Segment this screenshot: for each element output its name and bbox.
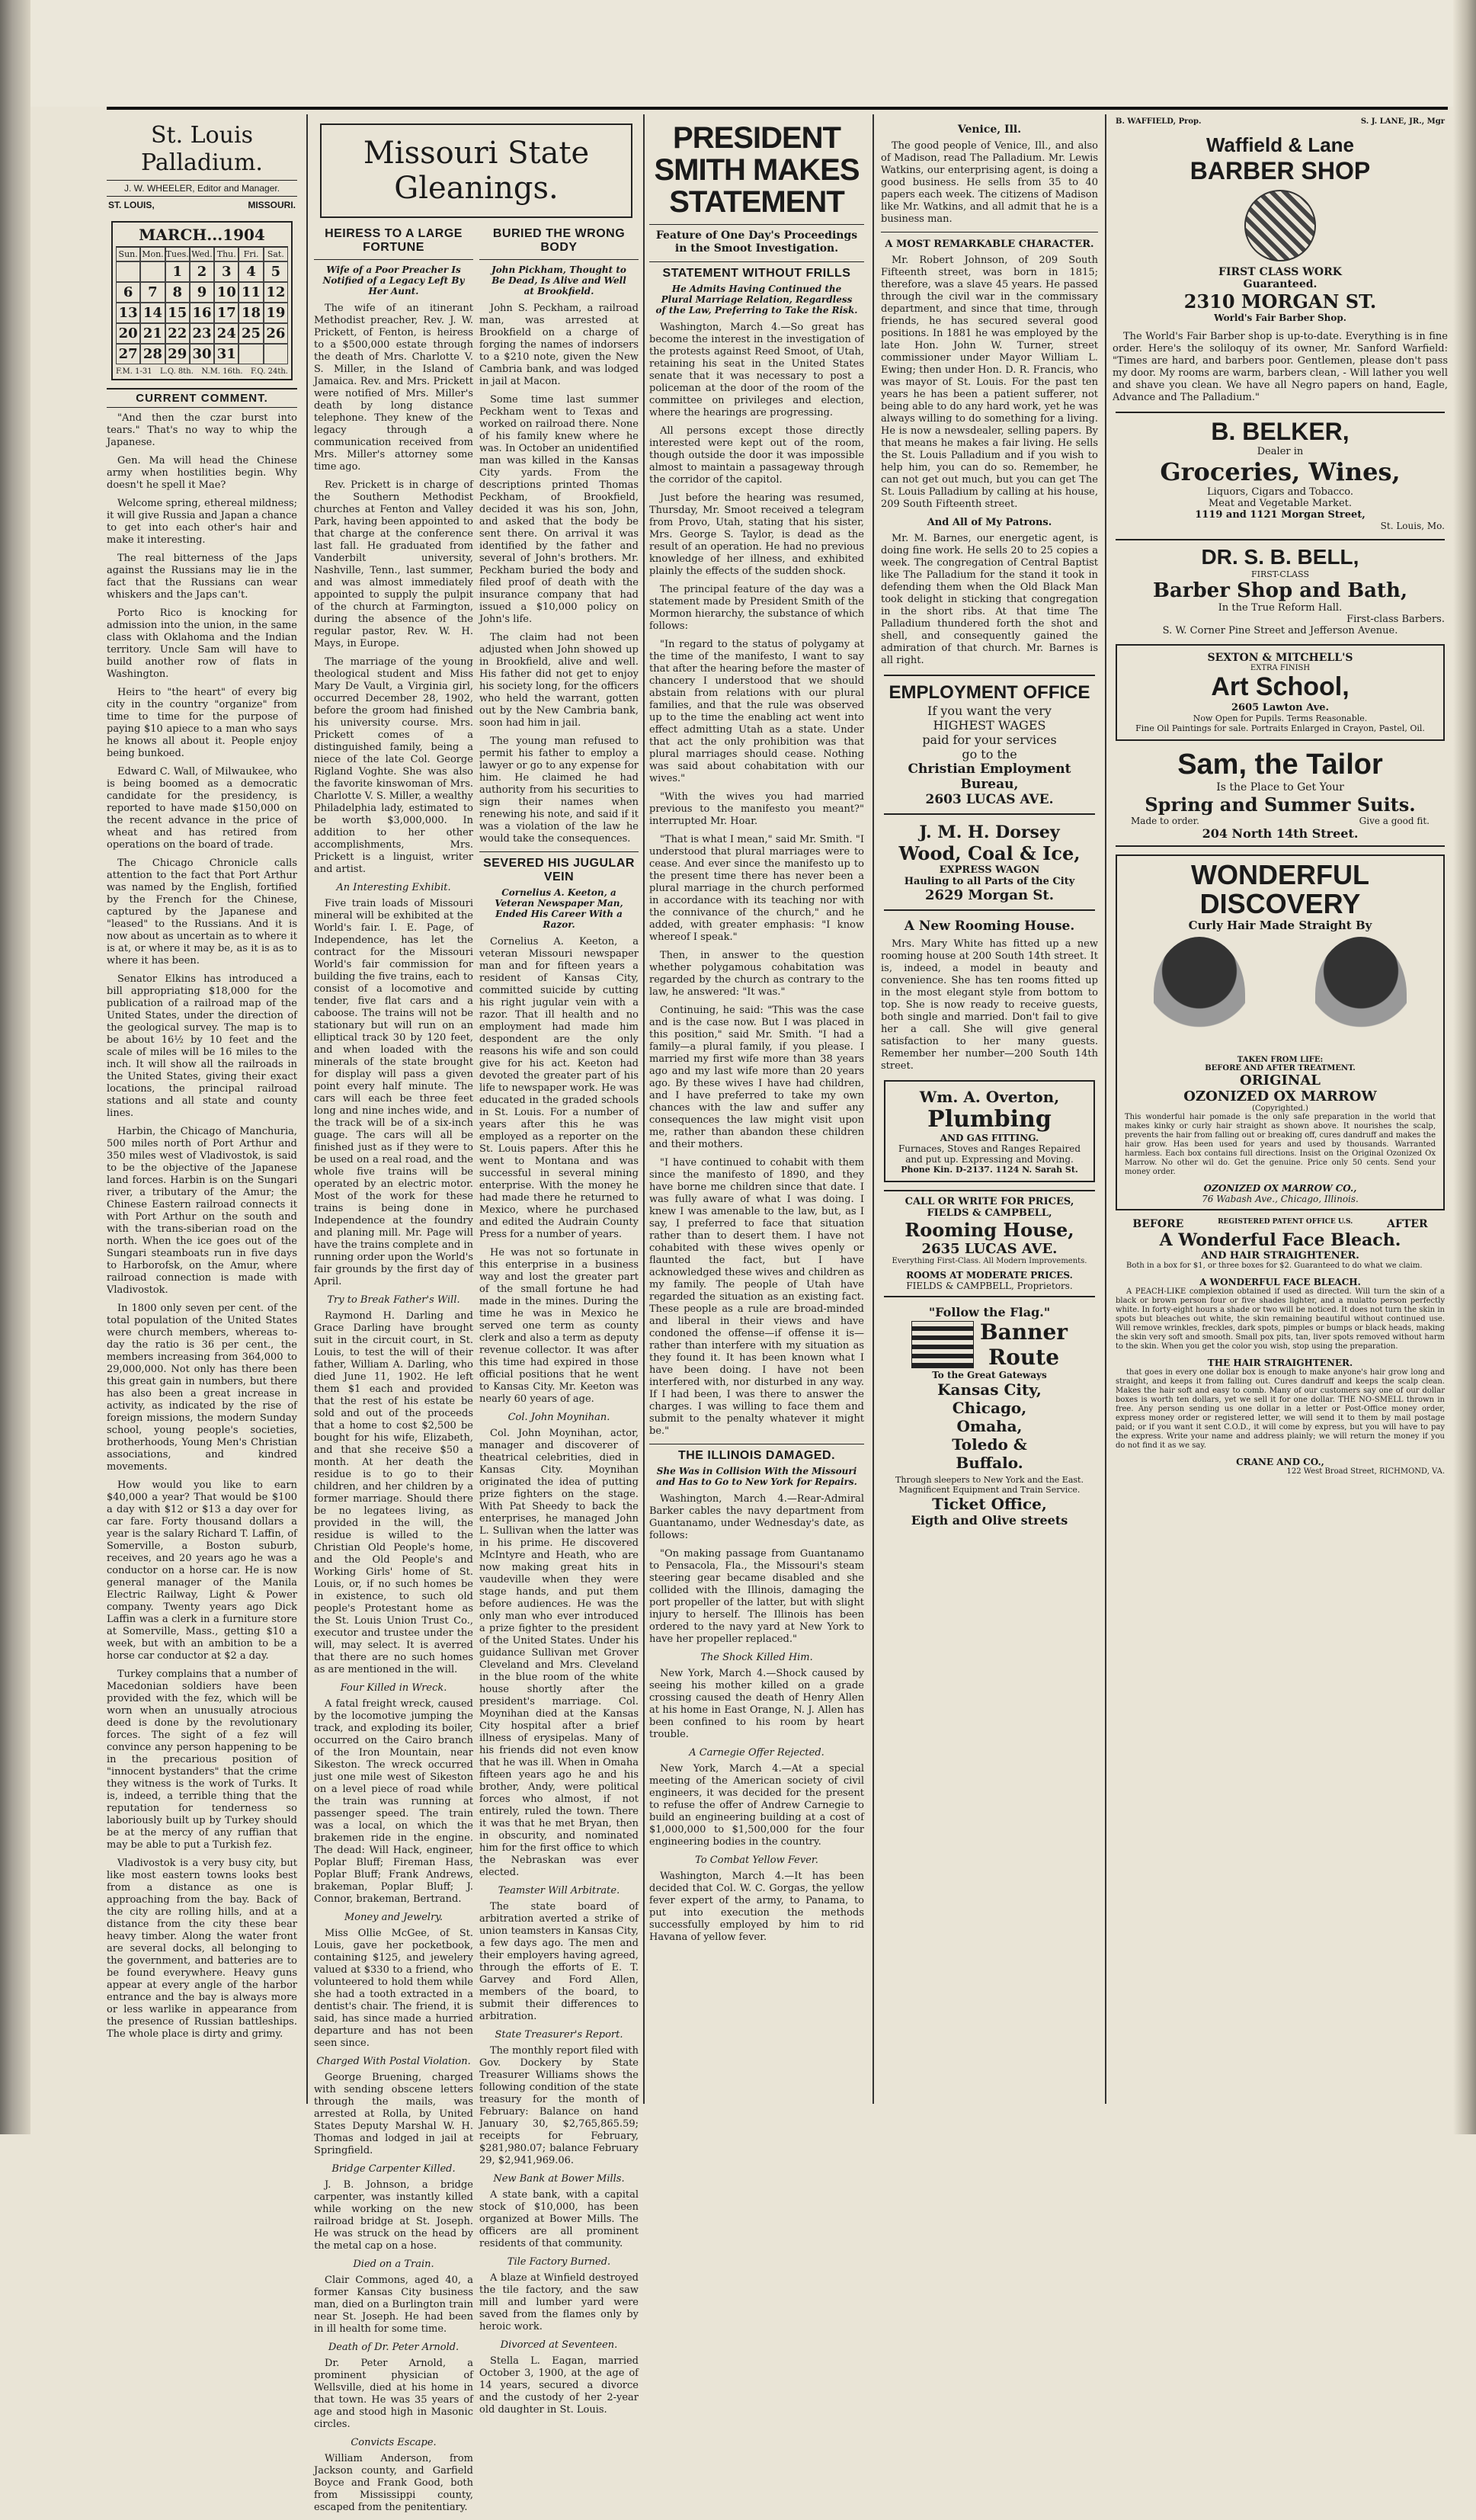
discovery-original: ORIGINAL [1240, 1072, 1321, 1088]
discovery-product: OZONIZED OX MARROW [1183, 1088, 1377, 1105]
discovery-title2: DISCOVERY [1199, 888, 1361, 919]
smith-statement-headline: PRESIDENT SMITH MAKES STATEMENT [654, 121, 860, 219]
wabash-to: To the Great Gateways [932, 1370, 1047, 1380]
art-school-address: 2605 Lawton Ave. [1231, 702, 1330, 713]
wabash-banner [884, 1319, 1095, 1370]
calendar-date: 4 [239, 261, 263, 282]
overton-gas: AND GAS FITTING. [940, 1133, 1039, 1143]
venice-dateline: Venice, Ill. [957, 123, 1022, 136]
fields-rooms: ROOMS AT MODERATE PRICES. [906, 1270, 1073, 1281]
belker-city: St. Louis, Mo. [1380, 521, 1445, 531]
comment-paragraph: Gen. Ma will head the Chinese army when hostilities begin. Why doesn't he spell it Mae? [107, 455, 297, 491]
calendar-date: 15 [165, 303, 190, 323]
calendar-date: 27 [116, 344, 140, 364]
without-frills-subhead: He Admits Having Continued the Plural Marriage Relation, Regardless of the Law, Preferring to Take the Risk. [655, 284, 858, 316]
divider [649, 224, 864, 225]
column-rule [872, 114, 874, 2104]
brief-text: Stella L. Eagan, married October 3, 1900, at the age of 14 years, secured a divorce and the custody of her 2-year old daughter in St. Louis. [479, 2355, 639, 2416]
story-paragraph: "I have continued to cohabit with them since the manifesto of 1890, and they have borne me children since that date. I was fully aware of what I was doing. I knew I was amenable to the law, but, as I say, I preferred to face that situation rather than to desert them. I have not cohabited with these wives openly or flaunted the fact, but I have acknowledged these wives and children as my family. The people of Utah have regarded the situation as an existing fact. These people as a rule are broad-minded and liberal in their views and have condoned the offense—if offense it is—rather than interfere with my situation as they found it. It has been known what I have been doing. I have not been interfered with, nor disturbed in any way. If I had been, I was there to answer the charges. I was willing to face them and submit to the penalty whatever it might be." [649, 1157, 864, 1437]
calendar-date: 24 [214, 323, 239, 344]
brief-text: The state board of arbitration averted a strike of union teamsters in Kansas City, a few days ago. The men and their employers having agreed, through the efforts of E. T. Garvey and Ford Allen, members of the board, to submit their differences to arbitration. [479, 1901, 639, 2022]
calendar-date [116, 261, 140, 282]
brief-heading: New Bank at Bower Mills. [493, 2173, 625, 2185]
calendar-date: 10 [214, 282, 239, 303]
art-school-title: Art School, [1211, 672, 1350, 701]
discovery-body: This wonderful hair pomade is the only safe preparation in the world that makes kinky or curly hair straight as shown above. It nourishes the scalp, prevents the hair from falling out or breaking off, cures dandruff and makes the hair grow. Has been used for years and used by thousands. Warranted harmless. Each box contains full directions. Insist on the Original Ozonized Ox Marrow. No other wil do. Get the genuine. Price only 50 cents. Send your money order. [1125, 1113, 1436, 1176]
story-paragraph: "In regard to the status of polygamy at the time of the manifesto, I want to say that after the hearing before the master of chancery I understood that we should abstain from relations with our plural families, and that the rule was observed up to the time the enabling act went into effect admitting Utah as a state. Under that act the only prohibition was that plural marriages should cease. Nothing was said about cohabitation with our wives." [649, 639, 864, 784]
overton-desc: Furnaces, Stoves and Ranges Repaired and put up. Expressing and Moving. [898, 1143, 1081, 1165]
brief-heading: Teamster Will Arbitrate. [498, 1885, 620, 1896]
column-3 [649, 117, 864, 2099]
brief-heading: State Treasurer's Report. [495, 2029, 623, 2041]
newspaper-page [107, 107, 1448, 2513]
brief-text: Raymond H. Darling and Grace Darling have brought suit in the circuit court, in St. Louis, to test the will of their father, William A. Darling, who died June 11, 1902. He left them $1 each and provided that the rest of his estate be sold and out of the proceeds that a home to cost $2,500 be bought for his wife, Elizabeth, and that she receive $50 a month. At her death the residue is to go to their children, and her children by a former marriage. Should there be no legatees living, as provided in the will, the residue is willed to the Christian Old People's home, and the Old People's and Working Girls' home of St. Louis, or, if no such homes be in existence, to such old people's Protestant home as the St. Louis Union Trust Co., executor and trustee under the will, may select. It is averred that there are no such homes as are mentioned in the will. [314, 1310, 473, 1675]
calendar [111, 221, 293, 380]
calendar-date [264, 344, 288, 364]
barber-name: Waffield & Lane [1205, 133, 1355, 156]
story-paragraph: The marriage of the young theological student and Miss Mary De Vault, a Virginia girl, occurred December 28, 1902, before the groom had finished his university course. Mrs. Prickett comes of a distinguished family, being a niece of the late Col. George Rigland Voghte. She was also the favorite kinswoman of Mrs. Charlotte V. S. Miller, a wealthy Philadelphia lady, estimated to be worth $3,000,000. In addition to her other accomplishments, Mrs. Prickett is a linguist, writer and artist. [314, 656, 473, 875]
bleach-title: A Wonderful Face Bleach. [1159, 1230, 1401, 1250]
masthead-city: ST. LOUIS, [108, 200, 155, 210]
tailor-fit: Give a good fit. [1359, 816, 1430, 826]
wabash-title2: Route [988, 1345, 1060, 1370]
brief-text: William Anderson, from Jackson county, and Garfield Boyce and Frank Good, both from Mississippi county, escaped from the penitentiary. [314, 2453, 473, 2513]
masthead-title: St. Louis Palladium. [141, 122, 263, 176]
brief-text: New York, March 4.—Shock caused by seeing his mother killed on a grade crossing caused the death of Henry Allen at his home in East Orange, N. J. Allen has been confined to his room by heart trouble. [649, 1668, 864, 1740]
employment-title: EMPLOYMENT OFFICE [888, 682, 1090, 703]
without-frills-headline: STATEMENT WITHOUT FRILLS [662, 267, 851, 280]
brief-heading: Four Killed in Wreck. [340, 1682, 447, 1694]
ox-marrow-ad [1116, 854, 1445, 1210]
jugular-subhead: Cornelius A. Keeton, a Veteran Newspaper Man, Ended His Career With a Razor. [495, 887, 623, 930]
barber-text: The World's Fair Barber shop is up-to-date. Everything is in fine order. Here's the soliloquy of its owner, Mr. Sanford Warfield: "Times are hard, and barbers poor. Gentlemen, please don't pass my door. My rooms are warm, barbers clean, - Will lather you well and shave you clean. We have all Negro papers on hand, Eagle, Advance and The Palladium." [1113, 331, 1448, 403]
bleach-after: AFTER [1387, 1218, 1428, 1230]
overton-name: Wm. A. Overton, [919, 1088, 1060, 1106]
brief-heading: Col. John Moynihan. [507, 1412, 610, 1423]
calendar-date: 1 [165, 261, 190, 282]
brief-text: A fatal freight wreck, caused by the locomotive jumping the track, and exploding its boiler, occurred on the Cairo branch of the Iron Mountain, near Sikeston. The wreck occurred just one mile west of Sikeston on a level piece of road while the train was running at passenger speed. The train was a local, on which the brakemen ride in the engine. The dead: Will Hack, engineer, Poplar Bluff; Fireman Hass, Poplar Bluff; Frank Andrews, brakeman, Poplar Bluff; J. Connor, brakeman, Bertrand. [314, 1698, 473, 1905]
calendar-date: 25 [239, 323, 263, 344]
employment-bureau: Christian Employment Bureau, [908, 761, 1071, 792]
calendar-date: 18 [239, 303, 263, 323]
calendar-date: 29 [165, 344, 190, 364]
rooming-house-text: Mrs. Mary White has fitted up a new rooming house at 200 South 14th street. It is, indeed, a model in beauty and convenience. She has ten rooms fitted up in the most elegant style from bottom to top. She is now ready to receive guests, both single and married. Don't fail to give her a call. She will give general satisfaction to her many guests. Remember her number—200 South 14th street. [881, 938, 1098, 1072]
bleach-head3: THE HAIR STRAIGHTENER. [1207, 1358, 1353, 1368]
rooming-house-headline: A New Rooming House. [904, 919, 1075, 934]
wabash-route-title [980, 1319, 1068, 1370]
wabash-city: Toledo & [952, 1435, 1027, 1454]
heiress-subhead: Wife of a Poor Preacher Is Notified of a Legacy Left By Her Aunt. [322, 265, 465, 297]
missouri-gleanings-banner: Missouri State Gleanings. [320, 123, 632, 218]
calendar-date: 20 [116, 323, 140, 344]
column-2 [314, 117, 639, 2513]
wabash-through: Through sleepers to New York and the East. Magnificent Equipment and Train Service. [895, 1475, 1084, 1495]
page-right-edge [1453, 0, 1476, 2134]
calendar-date: 7 [140, 282, 165, 303]
face-bleach-ad [1116, 1218, 1445, 1476]
fields-name: FIELDS & CAMPBELL, [927, 1207, 1052, 1219]
story-paragraph: John S. Peckham, a railroad man, was arrested at Brookfield on a charge of forging the names of indorsers to a $210 note, given the New Cambria bank, and was lodged in jail at Macon. [479, 303, 639, 387]
comment-paragraph: Heirs to "the heart" of every big city in the country "organize" from time to time for the purpose of paying $10 apiece to a man who says he knows all about it. People enjoy being bunkoed. [107, 687, 297, 759]
story-paragraph: "That is what I mean," said Mr. Smith. "I understood that plural marriages were to cease. And ever since the manifesto up to the present time there has never been a plural marriage in the church performed in accordance with its teaching nor with the connivance of the church," and he added, with greater emphasis: "I know whereof I speak." [649, 834, 864, 943]
barber-title: BARBER SHOP [1189, 157, 1371, 184]
wabash-route-ad [884, 1305, 1095, 1528]
discovery-taken: TAKEN FROM LIFE: [1237, 1056, 1324, 1064]
belker-dealer: Dealer in [1257, 446, 1304, 457]
comment-paragraph: In 1800 only seven per cent. of the total population of the United States were church members, whereas to-day the ratio is 36 per cent., the members increasing from 364,000 to 29,000,000. Not only has there been this great gain in numbers, but there has also been a great increase in activity, as indicated by the rise of foreign missions, the modern Sunday school, young people's societies, brotherhoods, Young Men's Christian associations, and kindred movements. [107, 1303, 297, 1473]
smith-statement-body [649, 322, 864, 1438]
bleach-head2: A WONDERFUL FACE BLEACH. [1199, 1277, 1361, 1287]
gleanings-left [314, 224, 473, 2520]
barber-fair: World's Fair Barber Shop. [1214, 313, 1346, 323]
bell-address: S. W. Corner Pine Street and Jefferson Avenue. [1162, 625, 1398, 636]
calendar-moon-phase: N.M. 16th. [201, 367, 243, 376]
comment-paragraph: Harbin, the Chicago of Manchuria, 500 miles north of Port Arthur and 350 miles west of Vladivostok, is said to be the objective of the Japanese land forces. Harbin is on the Sungari river, a tributary of the Amur; the Chinese Eastern railroad connects it with Port Arthur on the south and with the trans-siberian road on the north. When the ice goes out of the Sungari steamboats run in five days to Harborofsk, on the Amur, where railroad connection is made with Vladivostok. [107, 1126, 297, 1296]
comment-paragraph: Edward C. Wall, of Milwaukee, who is being boomed as a democratic candidate for the presidency, is reported to have made $150,000 on the recent advance in the price of wheat and has retired from operations on the board of trade. [107, 766, 297, 851]
calendar-date: 13 [116, 303, 140, 323]
dorsey-wagon: EXPRESS WAGON [939, 864, 1040, 876]
wabash-ticket: Ticket Office, [932, 1495, 1047, 1513]
comment-paragraph: Vladivostok is a very busy city, but like most eastern towns looks best from a distance as one is approaching from the bay. Back of the city are rolling hills, and at a distance from the city these bear heavy timber. Along the water front are several docks, all belonging to the government, and batteries are to be found everywhere. Heavy guns appear at every angle of the harbor entrance and the bay is always more or less warlike in appearance from the presence of Russian battleships. The whole place is dirty and grimy. [107, 1858, 297, 2040]
belker-meat: Meat and Vegetable Market. [1208, 498, 1353, 509]
story-paragraph: Rev. Prickett is in charge of the Southern Methodist churches at Fenton and Valley Park, having been appointed to that charge at the conference last fall. He graduated from Vanderbilt university, Nashville, Tenn., last summer, and was almost immediately appointed to supply the pulpit of the church at Farmington, during the absence of the regular pastor, Rev. W. H. Mays, in Europe. [314, 479, 473, 649]
story-paragraph: The young man refused to permit his father to employ a lawyer or go to any expense for him. He claimed he had authority from his securities to sign their names when renewing his note, and said if it was a violation of the law he would take the consequences. [479, 736, 639, 845]
calendar-date: 9 [190, 282, 214, 303]
bell-hall: In the True Reform Hall. [1218, 602, 1343, 614]
calendar-day-header: Thu. [214, 247, 239, 261]
discovery-company-address: 76 Wabash Ave., Chicago, Illinois. [1202, 1194, 1359, 1204]
wrong-body-subhead: John Pickham, Thought to Be Dead, Is Alive and Well at Brookfield. [491, 265, 626, 297]
comment-paragraph: The real bitterness of the Japs against the Russians may lie in the fact that the Russians can wear whiskers and the Japs can't. [107, 553, 297, 601]
gleanings-right-briefs [479, 1412, 639, 2416]
art-school-ad [1116, 644, 1445, 741]
bleach-before: BEFORE [1132, 1218, 1184, 1230]
overton-address: 1124 N. Sarah St. [995, 1165, 1078, 1175]
remarkable-character-text: Mr. Robert Johnson, of 209 South Fifteenth street, was born in 1815; therefore, was a slave 45 years. He passed through the civil war in the commissary department, and since that time, through friends, he has secured several good positions. In 1881 he was employed by the late Hon. John W. Turner, street commissioner under Mayor William L. Ewing; then under Hon. D. R. Francis, who was mayor of St. Louis. For the past ten years he has been a patient sufferer, not being able to do any hard work, yet he was always willing to do something for a living. He is now a newsdealer, selling papers. By that means he makes a fair living. He sells the St. Louis Palladium and if you wish to help him, you can do so. Remember, he can not get out much, but you can get The St. Louis Palladium by calling at his house, 209 South Fifteenth street. [881, 255, 1098, 510]
gleanings-left-briefs [314, 882, 473, 2514]
brief-heading: Divorced at Seventeen. [500, 2339, 618, 2351]
brief-heading: Died on a Train. [353, 2259, 434, 2270]
bell-barber-ad [1116, 539, 1445, 636]
barber-globe-icon [1244, 190, 1316, 261]
tailor-place: Is the Place to Get Your [1216, 781, 1344, 794]
brief-heading: Try to Break Father's Will. [327, 1294, 460, 1306]
dorsey-address: 2629 Morgan St. [925, 887, 1054, 903]
calendar-moon-phase: F.Q. 24th. [250, 367, 288, 376]
fields-proprietors: FIELDS & CAMPBELL, Proprietors. [906, 1281, 1073, 1291]
bleach-lead: Both in a box for $1, or three boxes for $2. Guaranteed to do what we claim. [1126, 1262, 1423, 1270]
brief-heading: To Combat Yellow Fever. [695, 1855, 818, 1866]
waffield-barber-ad [1116, 133, 1445, 323]
story-paragraph: The principal feature of the day was a statement made by President Smith of the Mormon hierarchy, the substance of which follows: [649, 584, 864, 632]
patrons-headline: And All of My Patrons. [927, 517, 1052, 528]
tailor-terms [1116, 816, 1445, 826]
brief-heading: Money and Jewelry. [344, 1912, 443, 1923]
page-binding-shadow [0, 0, 30, 2134]
column-5 [1113, 117, 1448, 2099]
calendar-title: MARCH...1904 [116, 226, 288, 247]
bleach-patent: REGISTERED PATENT OFFICE U.S. [1218, 1218, 1353, 1226]
discovery-title1: WONDERFUL [1191, 859, 1369, 890]
venice-text: The good people of Venice, Ill., and also of Madison, read The Palladium. Mr. Lewis Watkins, our enterprising agent, is doing a good business. He sells from 35 to 40 papers each week. The citizens of Madison like Mr. Watkins, and all admit that he is a business man. [881, 140, 1098, 225]
discovery-portraits [1125, 932, 1436, 1056]
calendar-moon-phases [116, 364, 288, 376]
barber-address: 2310 MORGAN ST. [1183, 290, 1377, 313]
wabash-cities [884, 1380, 1095, 1472]
belker-liquors: Liquors, Cigars and Tobacco. [1206, 486, 1354, 498]
story-paragraph: "With the wives you had married previous to the manifesto you meant?" interrupted Mr. Hoar. [649, 791, 864, 827]
barber-prop: B. WAFFIELD, Prop. [1116, 117, 1202, 126]
calendar-date [239, 344, 263, 364]
brief-text: J. B. Johnson, a bridge carpenter, was instantly killed while working on the new railroad bridge at St. Joseph. He was struck on the head by the metal cap on a hose. [314, 2179, 473, 2252]
bleach-text2: that goes in every one dollar box is enough to make anyone's hair grow long and straight, and keeps it from falling out. Cures dandruff and keeps the scalp clean. Makes the hair soft and easy to comb. Many of our customers say one of our dollar boxes is worth ten dollars, yet we sell it for one dollar. THE NO-SMELL thrown in free. Any person sending us one dollar in a letter or Post-Office money order, express money order or registered letter, we will send it to them by mail postage paid; or if you want it sent C.O.D., it will come by express, but you will have to pay the express. Write your name and address plainly; we will return the money if you do not find it as we say. [1116, 1368, 1445, 1450]
tailor-name: Sam, the Tailor [1177, 749, 1383, 781]
comment-paragraph: "And then the czar burst into tears." That's no way to whip the Japanese. [107, 412, 297, 448]
calendar-day-header: Mon. [140, 247, 165, 261]
wabash-flag-icon [911, 1321, 974, 1368]
after-portrait-icon [1315, 937, 1407, 1051]
calendar-day-header: Wed. [190, 247, 214, 261]
calendar-date: 30 [190, 344, 214, 364]
tailor-address: 204 North 14th Street. [1202, 826, 1359, 841]
employment-line3: paid for your services [922, 733, 1057, 747]
brief-heading: An Interesting Exhibit. [336, 882, 451, 893]
art-school-finish: EXTRA FINISH [1250, 664, 1311, 672]
page-top-margin [30, 0, 1453, 107]
heiress-body [314, 303, 473, 876]
employment-line4: go to the [962, 747, 1017, 761]
sam-tailor-ad [1116, 749, 1445, 847]
story-paragraph: Cornelius A. Keeton, a veteran Missouri newspaper man and for fifteen years a resident of Kansas City, committed suicide by cutting his right jugular vein with a razor. That ill health and no employment had made him despondent are the only reasons his wife and son could give for his act. Keeton had devoted the greater part of his life to newspaper work. He was educated in the graded schools in St. Louis. For a number of years after this he was employed as a reporter on the St. Louis papers. After this he went to Montana and was successful in several mining enterprise. With the money he had made there he returned to Mexico, where he purchased and edited the Audrain County Press for a number of years. [479, 936, 639, 1240]
comment-paragraph: Turkey complains that a number of Macedonian soldiers have been provided with the fez, which will be worn when an unusually atrocious deed is done by the revolutionary forces. The sight of a fez will convince any person happening to be in the precarious position of "innocent bystanders" that the crime they witness is the work of Turks. It is, indeed, a terrible thing that the reputation for tenderness so laboriously built up by Turkey should be at the mercy of any ruffian that may be able to put a Turkish fez. [107, 1669, 297, 1851]
calendar-date: 21 [140, 323, 165, 344]
masthead-state: MISSOURI. [248, 200, 296, 210]
calendar-date: 31 [214, 344, 239, 364]
before-portrait-icon [1154, 937, 1245, 1051]
calendar-date: 28 [140, 344, 165, 364]
overton-trade: Plumbing [927, 1106, 1052, 1133]
brief-heading: Charged With Postal Violation. [316, 2056, 471, 2067]
fields-address: 2635 LUCAS AVE. [921, 1241, 1058, 1257]
calendar-date: 2 [190, 261, 214, 282]
calendar-date: 19 [264, 303, 288, 323]
wabash-city: Buffalo. [956, 1454, 1023, 1472]
bell-name: DR. S. B. BELL, [1201, 545, 1359, 569]
illinois-body [649, 1493, 864, 1646]
story-paragraph: The claim had not been adjusted when John showed up in Brookfield, alive and well. His father did not get to enjoy his society long, for the officers who held the warrant, gotten out by the New Cambria bank, soon had him in jail. [479, 632, 639, 729]
bell-title: Barber Shop and Bath, [1152, 579, 1407, 602]
brief-heading: Tile Factory Burned. [507, 2256, 611, 2268]
belker-goods: Groceries, Wines, [1160, 457, 1401, 486]
brief-text: George Bruening, charged with sending obscene letters through the mails, was arrested at Rolla, by United States Deputy Marshal W. H. Thomas and lodged in jail at Springfield. [314, 2072, 473, 2156]
calendar-date: 16 [190, 303, 214, 323]
brief-text: Clair Commons, aged 40, a former Kansas City business man, died on a Burlington train near St. Joseph. He had been in ill health for some time. [314, 2275, 473, 2335]
calendar-date: 6 [116, 282, 140, 303]
calendar-date: 26 [264, 323, 288, 344]
employment-line1: If you want the very [927, 704, 1052, 718]
brief-text: Col. John Moynihan, actor, manager and discoverer of theatrical celebrities, died in Kansas City. Moynihan originated the idea of putting prize fighters on the stage. With Pat Sheedy to back the enterprises, he managed John L. Sullivan when the latter was in his prime. He discovered McIntyre and Heath, who are now making great hits in vaudeville when they were stage hands, and put them before audiences. He was the only man who ever introduced a prize fighter to the president of the United States. Under his guidance Sullivan met Grover Cleveland and Mrs. Cleveland in the blue room of the white house shortly after the president's marriage. Col. Moynihan died at the Kansas City hospital after a brief illness of erysipelas. Many of his friends did not even know that he was ill. When in Omaha fifteen years ago he and his brother, Andy, were political forces who almost, if not entirely, ruled the town. There it was that he met Bryan, then in obscurity, and nominated him for the first office to which the Nebraskan was ever elected. [479, 1428, 639, 1878]
wabash-city: Chicago, [952, 1399, 1027, 1417]
column-4 [881, 117, 1098, 2099]
current-comment-body [107, 412, 297, 2041]
calendar-date: 11 [239, 282, 263, 303]
art-school-open: Now Open for Pupils. Terms Reasonable. [1193, 713, 1368, 723]
story-paragraph: Some time last summer Peckham went to Texas and worked on railroad there. None of his family knew where he was. In October an unidentified man was killed in the Kansas City yards. From the descriptions printed Thomas Peckham, of Brookfield, decided it was his son, John, and asked that the body be sent there. On arrival it was identified by the father and several of John's brothers. Mr. Peckham buried the body and filed proof of death with the insurance company that had issued a $10,000 policy on John's life. [479, 394, 639, 625]
fields-campbell-ad [884, 1190, 1095, 1297]
column-1 [107, 117, 297, 2099]
comment-paragraph: Senator Elkins has introduced a bill appropriating $18,000 for the publication of a railroad map of the United States, under the direction of the geological survey. The map is to be about 16½ by 10 feet and the scale of miles will be 16 miles to the inch. It will show all the railroads in the United States, giving their exact locations, the principal railroad stations and all state and county lines. [107, 973, 297, 1119]
heiress-headline: HEIRESS TO A LARGE FORTUNE [325, 227, 463, 254]
story-paragraph: Washington, March 4.—Rear-Admiral Barker cables the navy department from Guantanamo, under Wednesday's date, as follows: [649, 1493, 864, 1541]
column-rule [643, 114, 645, 2104]
barber-proprietors [1113, 117, 1448, 126]
story-paragraph: Continuing, he said: "This was the case and is the case now. But I was placed in this position," said Mr. Smith. "I had a family—a plural family, if you please. I married my first wife more than 38 years ago and my last wife more than 20 years ago. By these wives I have had children, and I have preferred to take my own chances with the law and suffer any consequences the law might visit upon me, rather than abandon these children and their mothers. [649, 1005, 864, 1150]
employment-address: 2603 LUCAS AVE. [925, 792, 1054, 807]
comment-paragraph: The Chicago Chronicle calls attention to the fact that Port Arthur was named by the English, fortified by the French for the Chinese, captured by the Japanese and "leased" to the Russians. And it is now about as uncertain as to where it is at, or where it may be, as it is as to where it has been. [107, 858, 297, 967]
dorsey-ad [884, 822, 1095, 911]
brief-text: A blaze at Winfield destroyed the tile factory, and the saw mill and lumber yard were saved from the flames only by heroic work. [479, 2272, 639, 2332]
brief-heading: Death of Dr. Peter Arnold. [328, 2342, 459, 2353]
comment-paragraph: Welcome spring, ethereal mildness; it will give Russia and Japan a chance to get into each other's hair and make it interesting. [107, 498, 297, 546]
remarkable-character-headline: A MOST REMARKABLE CHARACTER. [885, 239, 1094, 250]
calendar-day-header: Fri. [239, 247, 263, 261]
employment-line2: HIGHEST WAGES [933, 718, 1046, 733]
story-paragraph: The wife of an itinerant Methodist preacher, Rev. J. W. Prickett, of Fenton, is heiress to a $500,000 estate through the death of Mrs. Charlotte V. S. Miller, in the Island of Jamaica. Rev. and Mrs. Prickett were notified of Mrs. Miller's death by long distance telephone. They knew of the legacy through a communication received from Mrs. Miller's attorney some time ago. [314, 303, 473, 473]
calendar-day-header: Sun. [116, 247, 140, 261]
column-rule [1105, 114, 1106, 2104]
gleanings-subcolumns [314, 224, 639, 2520]
patrons-text: Mr. M. Barnes, our energetic agent, is doing fine work. He sells 20 to 25 copies a week. The congregation of Central Baptist like The Palladium for the stand it took in defending them when the Old Black Man took delight in sticking that congregation in the short ribs. At that time The Palladium thundered forth the shot and shell, and consequently gained the admiration of that church. Mr. Barnes is all right. [881, 533, 1098, 666]
brief-text: New York, March 4.—At a special meeting of the American society of civil engineers, it was decided for the present to refuse the offer of Andrew Carnegie to build an engineering building at a cost of $1,000,000 to $1,500,000 for the four engineering bodies in the country. [649, 1763, 864, 1848]
brief-text: The monthly report filed with Gov. Dockery by State Treasurer Williams shows the following condition of the state treasury for the month of February: Balance on hand January 30, $2,765,865.59; receipts for February, $281,980.07; balance February 29, $2,941,969.06. [479, 2045, 639, 2166]
discovery-company: OZONIZED OX MARROW CO., [1203, 1183, 1357, 1194]
smith-statement-subhead: Feature of One Day's Proceedings in the Smoot Investigation. [655, 229, 858, 255]
brief-text: Five train loads of Missouri mineral will be exhibited at the World's fair. I. E. Page, of Independence, has let the contract for the Missouri World's fair commission for building the five trains, each to consist of a locomotive and tender, five flat cars and a caboose. The trains will not be stationary but will run on an elliptical track 30 by 120 feet, and when loaded with the minerals of the state brought for display will pass a given point every half minute. The cars will each be three feet long and nine inches wide, and the track will be of a six-inch guage. The cars will all be finished just as if they were to be used on a real road, and the whole five trains will be operated by an electric motor. Most of the work for these trains is being done in Independence at the foundry and planing mill. Mr. Page will have the trains complete and in running order upon the World's fair grounds by the first day of April. [314, 898, 474, 1287]
fields-line: Everything First-Class. All Modern Improvements. [892, 1257, 1087, 1265]
top-rule [107, 107, 1448, 110]
calendar-moon-phase: L.Q. 8th. [160, 367, 194, 376]
belker-name: B. BELKER, [1211, 418, 1350, 445]
divider [479, 851, 639, 852]
column-rule [306, 114, 308, 2104]
bleach-labels [1116, 1218, 1445, 1230]
brief-heading: A Carnegie Offer Rejected. [689, 1747, 824, 1759]
wrong-body-headline: BURIED THE WRONG BODY [492, 227, 626, 254]
brief-heading: Convicts Escape. [351, 2437, 437, 2448]
gleanings-right [479, 224, 639, 2520]
story-paragraph: "On making passage from Guantanamo to Pensacola, Fla., the Missouri's steam steering gear became disabled and she collided with the Illinois, damaging the port propeller of the latter, but with slight injury to herself. The Illinois has been ordered to the navy yard at New York to have her propeller replaced." [649, 1548, 864, 1645]
discovery-before-after: BEFORE AND AFTER TREATMENT. [1205, 1064, 1356, 1072]
dorsey-name: J. M. H. Dorsey [919, 822, 1060, 842]
fields-call: CALL OR WRITE FOR PRICES, [904, 1196, 1074, 1207]
calendar-date: 12 [264, 282, 288, 303]
current-comment-heading: CURRENT COMMENT. [107, 388, 297, 408]
column-3-briefs [649, 1652, 864, 1944]
barber-mgr: S. J. LANE, JR., Mgr [1360, 117, 1445, 126]
divider [479, 259, 639, 260]
calendar-date [140, 261, 165, 282]
wabash-city: Omaha, [956, 1417, 1023, 1435]
story-paragraph: Washington, March 4.—So great has become the interest in the investigation of the protests against Reed Smoot, of Utah, retaining his seat in the United States senate that it was necessary to post a policeman at the door of the room of the committee on privileges and election, where the hearings are progressing. [649, 322, 864, 418]
tailor-made: Made to order. [1131, 816, 1199, 826]
overton-plumbing-ad [884, 1080, 1095, 1182]
brief-text: A state bank, with a capital stock of $10,000, has been organized at Bower Mills. The officers are all prominent residents of that community. [479, 2189, 639, 2249]
divider [649, 261, 864, 262]
art-school-name: SEXTON & MITCHELL'S [1207, 652, 1353, 664]
wabash-city: Kansas City, [937, 1380, 1042, 1399]
employment-office-ad [884, 675, 1095, 815]
calendar-date: 8 [165, 282, 190, 303]
illinois-headline: THE ILLINOIS DAMAGED. [677, 1449, 836, 1462]
dorsey-hauling: Hauling to all Parts of the City [904, 876, 1075, 887]
masthead-location [107, 197, 297, 216]
tailor-suits: Spring and Summer Suits. [1145, 794, 1416, 816]
bell-class: FIRST-CLASS [1251, 569, 1309, 579]
calendar-date: 14 [140, 303, 165, 323]
fields-title: Rooming House, [904, 1219, 1074, 1241]
barber-guaranteed: Guaranteed. [1243, 278, 1318, 290]
illinois-subhead: She Was in Collision With the Missouri and Has to Go to New York for Repairs. [656, 1466, 857, 1487]
story-paragraph: Just before the hearing was resumed, Thursday, Mr. Smoot received a telegram from Provo, Utah, stating that his sister, Mrs. George S. Taylor, is dead as the result of an operation. He had no previous knowledge of her illness, and exhibited plainly the effects of the sudden shock. [649, 492, 864, 577]
bleach-address: 122 West Broad Street, RICHMOND, VA. [1286, 1467, 1445, 1476]
calendar-date: 5 [264, 261, 288, 282]
calendar-date: 23 [190, 323, 214, 344]
calendar-day-header: Tues. [165, 247, 190, 261]
dorsey-business: Wood, Coal & Ice, [898, 842, 1081, 864]
wabash-title1: Banner [979, 1319, 1068, 1345]
calendar-date: 22 [165, 323, 190, 344]
comment-paragraph: How would you like to earn $40,000 a year? That would be $100 a day with $12 or $13 a day over for car fare. Forty thousand dollars a year is the salary Richard T. Laffin, of Somerville, a Boston suburb, receives, and 20 years ago he was a conductor on a horse car. He is now general manager of the Manila Electric Railway, Light & Power company. Twenty years ago Dick Laffin was a clerk in a furniture store at Somerville, Mass., getting $10 a week, but with an ambition to be a horse car conductor at $2 a day. [107, 1480, 297, 1662]
jugular-body [479, 936, 639, 1406]
calendar-grid [116, 247, 288, 364]
bleach-text: A PEACH-LIKE complexion obtained if used as directed. Will turn the skin of a black or brown person four or five shades lighter, and a mulatto person perfectly white. In forty-eight hours a shade or two will be noticed. It does not turn the skin in spots but bleaches out white, the skin remaining beautiful without continued use. Will remove wrinkles, freckles, dark spots, pimples or bumps or black heads, making the skin very soft and smooth. Small pox pits, tan, liver spots removed without harm to the skin. When you get the color you wish, stop using the preparation. [1116, 1287, 1445, 1351]
bleach-company: CRANE AND CO., [1236, 1457, 1324, 1467]
brief-heading: The Shock Killed Him. [700, 1652, 813, 1663]
wrong-body-body [479, 303, 639, 845]
brief-text: Washington, March 4.—It has been decided that Col. W. C. Gorgas, the yellow fever expert of the army, to Panama, to put into execution the methods successfully employed by him to rid Havana of yellow fever. [649, 1871, 864, 1943]
comment-paragraph: Porto Rico is knocking for admission into the union, in the same class with Oklahoma and the Indian territory. Uncle Sam will have to build another row of flats in Washington. [107, 608, 297, 680]
belker-address: 1119 and 1121 Morgan Street, [1195, 509, 1366, 521]
art-school-paintings: Fine Oil Paintings for sale. Portraits Enlarged in Crayon, Pastel, Oil. [1135, 723, 1425, 733]
masthead-editor: J. W. WHEELER, Editor and Manager. [107, 180, 297, 197]
calendar-date: 3 [214, 261, 239, 282]
story-paragraph: Then, in answer to the question whether polygamous cohabitation was regarded by the church as contrary to the law, he answered: "It was." [649, 950, 864, 998]
story-paragraph: All persons except those directly interested were kept out of the room, though outside the door it was impossible almost to maintain a passageway through the corridor of the capitol. [649, 425, 864, 486]
jugular-headline: SEVERED HIS JUGULAR VEIN [483, 857, 635, 883]
discovery-copyright: (Copyrighted.) [1252, 1105, 1308, 1113]
wabash-streets: Eigth and Olive streets [911, 1513, 1068, 1528]
barber-first-class: FIRST CLASS WORK [1218, 266, 1342, 278]
calendar-moon-phase: F.M. 1-31 [116, 367, 152, 376]
overton-contact [892, 1165, 1087, 1175]
overton-phone: Phone Kin. D-2137. [901, 1165, 993, 1175]
discovery-curly: Curly Hair Made Straight By [1188, 919, 1372, 932]
wabash-slogan: "Follow the Flag." [928, 1305, 1051, 1319]
brief-text: Dr. Peter Arnold, a prominent physician of Wellsville, died at his home in that town. He was 35 years of age and stood high in Masonic circles. [314, 2358, 473, 2430]
brief-text: Miss Ollie McGee, of St. Louis, gave her pocketbook, containing $125, and jewelery valued at $330 to a friend, who volunteered to hold them while she had a tooth extracted in a dentist's chair. The friend, it is said, has since made a hurried departure and has not been seen since. [314, 1928, 473, 2049]
calendar-day-header: Sat. [264, 247, 288, 261]
bleach-sub: AND HAIR STRAIGHTENER. [1201, 1250, 1359, 1262]
brief-heading: Bridge Carpenter Killed. [331, 2163, 456, 2175]
divider [314, 259, 473, 260]
bell-barbers: First-class Barbers. [1346, 614, 1445, 625]
calendar-date: 17 [214, 303, 239, 323]
belker-ad [1116, 412, 1445, 531]
story-paragraph: He was not so fortunate in this enterprise in a business way and lost the greater part of the small fortune he had made in the mines. During the time he was in Mexico he served one term as county clerk and also a term as deputy revenue collector. It was after this time had expired in those official positions that he went to Kansas City. Mr. Keeton was nearly 60 years of age. [479, 1247, 639, 1405]
